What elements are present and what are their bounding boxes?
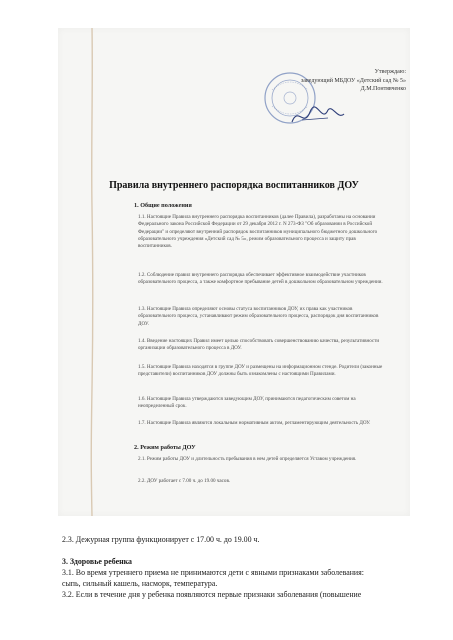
- text-line-2-3: 2.3. Дежурная группа функционирует с 17.00 ч. до 19.00 ч.: [62, 535, 260, 544]
- approval-block: [272, 68, 406, 94]
- approval-line: заведующий МБДОУ «Детский сад № 5»: [300, 77, 406, 84]
- paragraph-2-1: 2.1. Режим работы ДОУ и длительность пребывания в нем детей определяется Уставом учреждения.: [138, 456, 357, 462]
- handwritten-signature: [288, 102, 348, 130]
- paragraph-1-1: 1.1. Настоящие Правила внутреннего распорядка воспитанников (далее Правила), разработаны на основании Федерального закона Российской Федерации от 29 декабря 2012 г. N 273-ФЗ "Об образовании в Российской Федерации" и определяют внутренний распорядок воспитанников муниципального бюджетного дошкольного образовательного учреждения «Детский сад № 5», режим образовательного процесса и защиту прав воспитанников.: [138, 214, 378, 250]
- binding-string: [88, 28, 96, 516]
- scanned-document-image: [58, 28, 410, 516]
- approval-line: Утверждаю:: [374, 69, 406, 75]
- text-line-3-1: 3.1. Во время утреннего приема не принимаются дети с явными признаками заболевания:: [62, 568, 364, 577]
- paragraph-1-7: 1.7. Настоящие Правила являются локальным нормативным актом, регламентирующим деятельность ДОУ.: [138, 420, 371, 426]
- section-heading: 2. Режим работы ДОУ: [134, 444, 196, 451]
- paragraph-1-5: 1.5. Настоящие Правила находятся в группе ДОУ и размещены на информационном стенде. Родители (законные представители) воспитанников ДОУ должны быть ознакомлены с настоящими Правилами.: [138, 364, 383, 378]
- text-line-3-2: 3.2. Если в течение дня у ребенка появляются первые признаки заболевания (повышение: [62, 590, 362, 599]
- paragraph-2-2: 2.2. ДОУ работает с 7.00 ч. до 19.00 часов.: [138, 478, 231, 484]
- paragraph-1-6: 1.6. Настоящие Правила утверждаются заведующим ДОУ, принимаются педагогическим советом на неопределенный срок.: [138, 396, 356, 410]
- document-title: Правила внутреннего распорядка воспитанников ДОУ: [109, 180, 359, 191]
- section-heading-3: 3. Здоровье ребенка: [62, 557, 132, 566]
- section-heading: 1. Общие положения: [134, 202, 192, 209]
- paragraph-1-4: 1.4. Введение настоящих Правил имеет целью способствовать совершенствованию качества, результативности организации образовательного процесса в ДОУ.: [138, 338, 380, 352]
- text-line-3-1-cont: сыпь, сильный кашель, насморк, температура.: [62, 579, 218, 588]
- approval-line: Д.М.Понтявченко: [360, 86, 406, 92]
- paragraph-1-3: 1.3. Настоящие Правила определяют основы статуса воспитанников ДОУ, их права как участников образовательного процесса, устанавливают режим образовательного процесса, распорядок дня воспитанников ДОУ.: [138, 306, 379, 327]
- paragraph-1-2: 1.2. Соблюдение правил внутреннего распорядка обеспечивает эффективное взаимодействие участников образовательного процесса, а также комфортное пребывание детей в дошкольном образовательном учреждении.: [138, 272, 383, 286]
